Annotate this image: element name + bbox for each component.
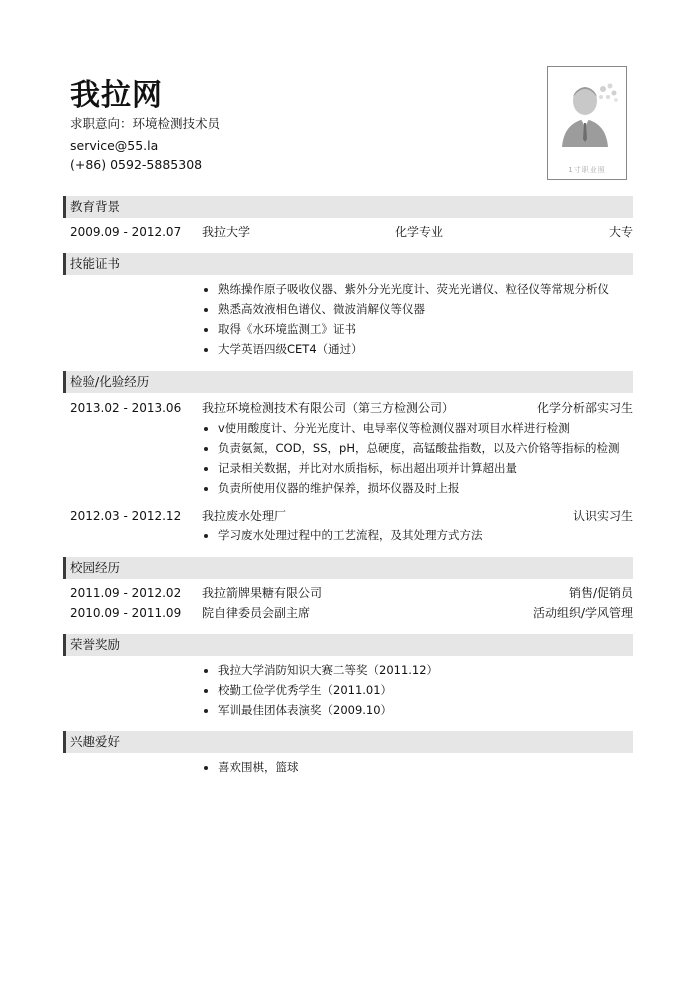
education-school: 我拉大学 [202, 225, 251, 239]
bullet-icon [204, 689, 208, 693]
bullet-icon [204, 766, 208, 770]
job-date: 2012.03 - 2012.12 [70, 509, 182, 523]
section-title: 荣誉奖励 [70, 637, 121, 652]
section-title: 教育背景 [70, 199, 121, 214]
section-marker [63, 634, 66, 656]
section-education [63, 196, 633, 218]
campus-org: 我拉箭牌果糖有限公司 [202, 586, 323, 600]
section-honors [63, 634, 633, 656]
bullet-icon [204, 447, 208, 451]
bullet-icon [204, 427, 208, 431]
section-marker [63, 557, 66, 579]
phone: (+86) 0592-5885308 [70, 157, 203, 172]
section-campus [63, 557, 633, 579]
section-marker [63, 371, 66, 393]
campus-row [70, 585, 633, 601]
bullet-icon [204, 534, 208, 538]
campus-date: 2011.09 - 2012.02 [70, 586, 182, 600]
section-title: 校园经历 [70, 560, 121, 575]
section-marker [63, 731, 66, 753]
education-major: 化学专业 [395, 225, 444, 239]
section-marker [63, 253, 66, 275]
section-title: 兴趣爱好 [70, 734, 121, 749]
bullet-icon [204, 669, 208, 673]
bullet-icon [204, 709, 208, 713]
bullet-icon [204, 288, 208, 292]
job-role: 化学分析部实习生 [536, 401, 633, 415]
bullet-icon [204, 487, 208, 491]
bullet-icon [204, 328, 208, 332]
person-silhouette-icon [548, 67, 626, 179]
profile-photo [547, 66, 627, 180]
education-date: 2009.09 - 2012.07 [70, 225, 182, 239]
bullet-icon [204, 308, 208, 312]
job-role: 认识实习生 [572, 509, 633, 523]
resume-name: 我拉网 [70, 78, 163, 113]
section-marker [63, 196, 66, 218]
campus-role: 销售/促销员 [568, 586, 633, 600]
section-title: 技能证书 [70, 256, 121, 271]
bullet-icon [204, 348, 208, 352]
job-company: 我拉环境检测技术有限公司（第三方检测公司） [202, 401, 455, 415]
campus-role: 活动组织/学风管理 [532, 606, 633, 620]
job-row [70, 400, 633, 416]
email: service@55.la [70, 138, 159, 153]
section-title: 检验/化验经历 [70, 374, 150, 389]
section-skills [63, 253, 633, 275]
campus-org: 院自律委员会副主席 [202, 606, 311, 620]
job-row [70, 508, 633, 524]
job-objective: 求职意向：环境检测技术员 [70, 116, 221, 131]
photo-caption: 1寸职业照 [568, 166, 606, 174]
section-hobbies [63, 731, 633, 753]
section-lab-experience [63, 371, 633, 393]
job-company: 我拉废水处理厂 [202, 509, 287, 523]
job-date: 2013.02 - 2013.06 [70, 401, 182, 415]
education-row [70, 224, 633, 240]
bullet-icon [204, 467, 208, 471]
campus-date: 2010.09 - 2011.09 [70, 606, 182, 620]
campus-row [70, 605, 633, 621]
education-degree: 大专 [608, 225, 633, 239]
